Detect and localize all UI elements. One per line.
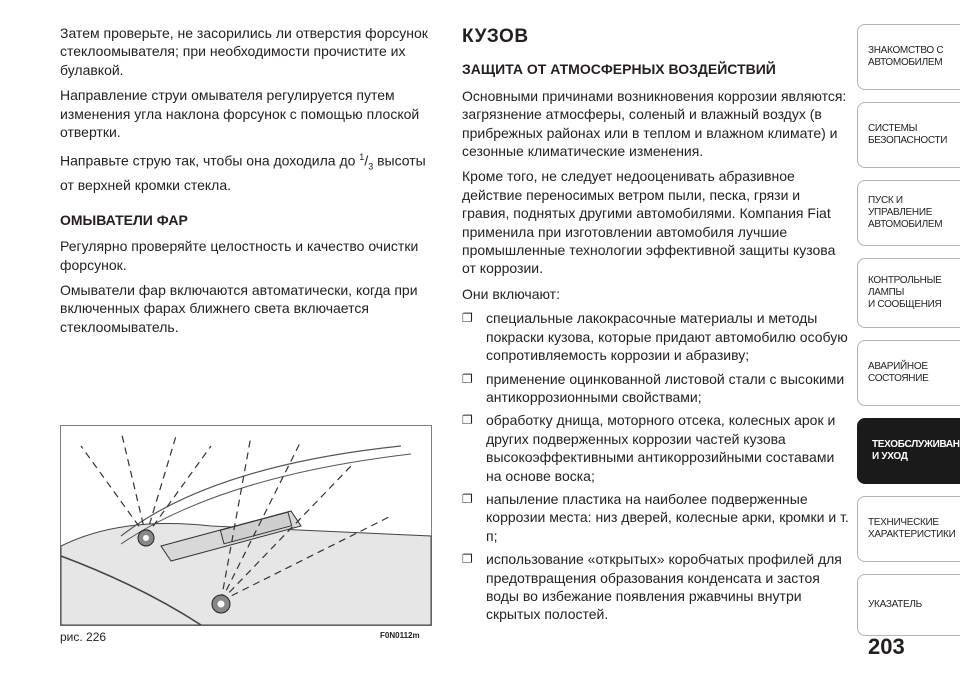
- fraction-denominator: 3: [368, 161, 374, 172]
- tab-warning-lights[interactable]: КОНТРОЛЬНЫЕ ЛАМПЫ И СООБЩЕНИЯ: [857, 258, 960, 328]
- figure-code: F0N0112m: [380, 631, 420, 640]
- tab-introduction[interactable]: ЗНАКОМСТВО С АВТОМОБИЛЕМ: [857, 24, 960, 90]
- paragraph: Кроме того, не следует недооценивать абразивное действие переносимых ветром пыли, песка, грязи и гравия, поднятых другими автомобилями. Компания Fiat применила при изготовлении автомобиля лучшие промышленные технологии эффективной защиты кузова от коррозии.: [462, 168, 836, 277]
- text-fragment: Направьте струю так, чтобы она доходила до: [60, 153, 360, 170]
- paragraph: Регулярно проверяйте целостность и качество очистки форсунок.: [60, 238, 419, 273]
- figure-illustration: [60, 425, 432, 626]
- tab-safety[interactable]: СИСТЕМЫ БЕЗОПАСНОСТИ: [857, 102, 960, 168]
- list-item: [462, 550, 850, 624]
- paragraph: Затем проверьте, не засорились ли отверстия форсунок стеклоомывателя; при необходимости прочистите их булавкой.: [60, 25, 428, 78]
- tab-maintenance[interactable]: ТЕХОБСЛУЖИВАНИЕ И УХОД: [857, 418, 960, 484]
- section-heading: ЗАЩИТА ОТ АТМОСФЕРНЫХ ВОЗДЕЙСТВИЙ: [462, 61, 776, 78]
- list-item-text: напыление пластика на наиболее подверженные коррозии места: низ дверей, колесные арки, кромки и т. п;: [486, 490, 849, 544]
- paragraph: Направьте струю так, чтобы она доходила до $^1/_3$ высоты от верхней кромки стекла.: [60, 152, 426, 194]
- paragraph: Они включают:: [462, 285, 560, 302]
- paragraph: Направление струи омывателя регулируется путем изменения угла наклона форсунок с помощью плоской отвертки.: [60, 87, 420, 141]
- checkbox-bullet-icon: ❐: [462, 491, 473, 506]
- checkbox-bullet-icon: ❐: [462, 413, 473, 428]
- figure-caption: рис. 226: [60, 630, 107, 644]
- list-item: [462, 370, 850, 407]
- page-number: 203: [868, 634, 905, 659]
- fraction-numerator: 1: [359, 152, 365, 163]
- list-item-text: специальные лакокрасочные материалы и методы покраски кузова, которые придают автомобилю особую сопротивляемость коррозии и абразиву;: [486, 310, 848, 364]
- bullet-list: [462, 309, 850, 624]
- list-item-text: использование «открытых» коробчатых профилей для предотвращения образования конденсата и застоя воды во избежание появления ржавчины внутри скрытых полостей.: [486, 551, 842, 623]
- section-heading: ОМЫВАТЕЛИ ФАР: [60, 211, 188, 228]
- checkbox-bullet-icon: ❐: [462, 311, 473, 326]
- tab-technical-data[interactable]: ТЕХНИЧЕСКИЕ ХАРАКТЕРИСТИКИ: [857, 496, 960, 562]
- list-item-text: обработку днища, моторного отсека, колесных арок и других подверженных коррозии частей кузова высокоэффективными антикоррозийными составами на основе воска;: [486, 412, 836, 484]
- checkbox-bullet-icon: ❐: [462, 552, 473, 567]
- list-item-text: применение оцинкованной листовой стали с высокими антикоррозионными свойствами;: [486, 370, 845, 405]
- paragraph: Основными причинами возникновения коррозии являются: загрязнение атмосферы, соленый и влажный воздух (в прибрежных районах или в теплом и влажном климате) и сезонные климатические изменения.: [462, 87, 847, 160]
- headlamp-washer-illustration: [61, 426, 431, 625]
- tab-index[interactable]: УКАЗАТЕЛЬ: [857, 574, 960, 636]
- list-item: [462, 411, 850, 485]
- text-fragment: высоты от верхней кромки стекла.: [60, 153, 426, 194]
- right-column: [462, 28, 850, 629]
- tab-starting-driving[interactable]: ПУСК И УПРАВЛЕНИЕ АВТОМОБИЛЕМ: [857, 180, 960, 246]
- checkbox-bullet-icon: ❐: [462, 371, 473, 386]
- tab-emergency[interactable]: АВАРИЙНОЕ СОСТОЯНИЕ: [857, 340, 960, 406]
- paragraph: Омыватели фар включаются автоматически, когда при включенных фарах ближнего света включается стеклоомыватель.: [60, 281, 418, 335]
- list-item: [462, 309, 850, 364]
- chapter-title: КУЗОВ: [462, 26, 529, 47]
- left-column: [60, 24, 432, 343]
- list-item: [462, 490, 850, 545]
